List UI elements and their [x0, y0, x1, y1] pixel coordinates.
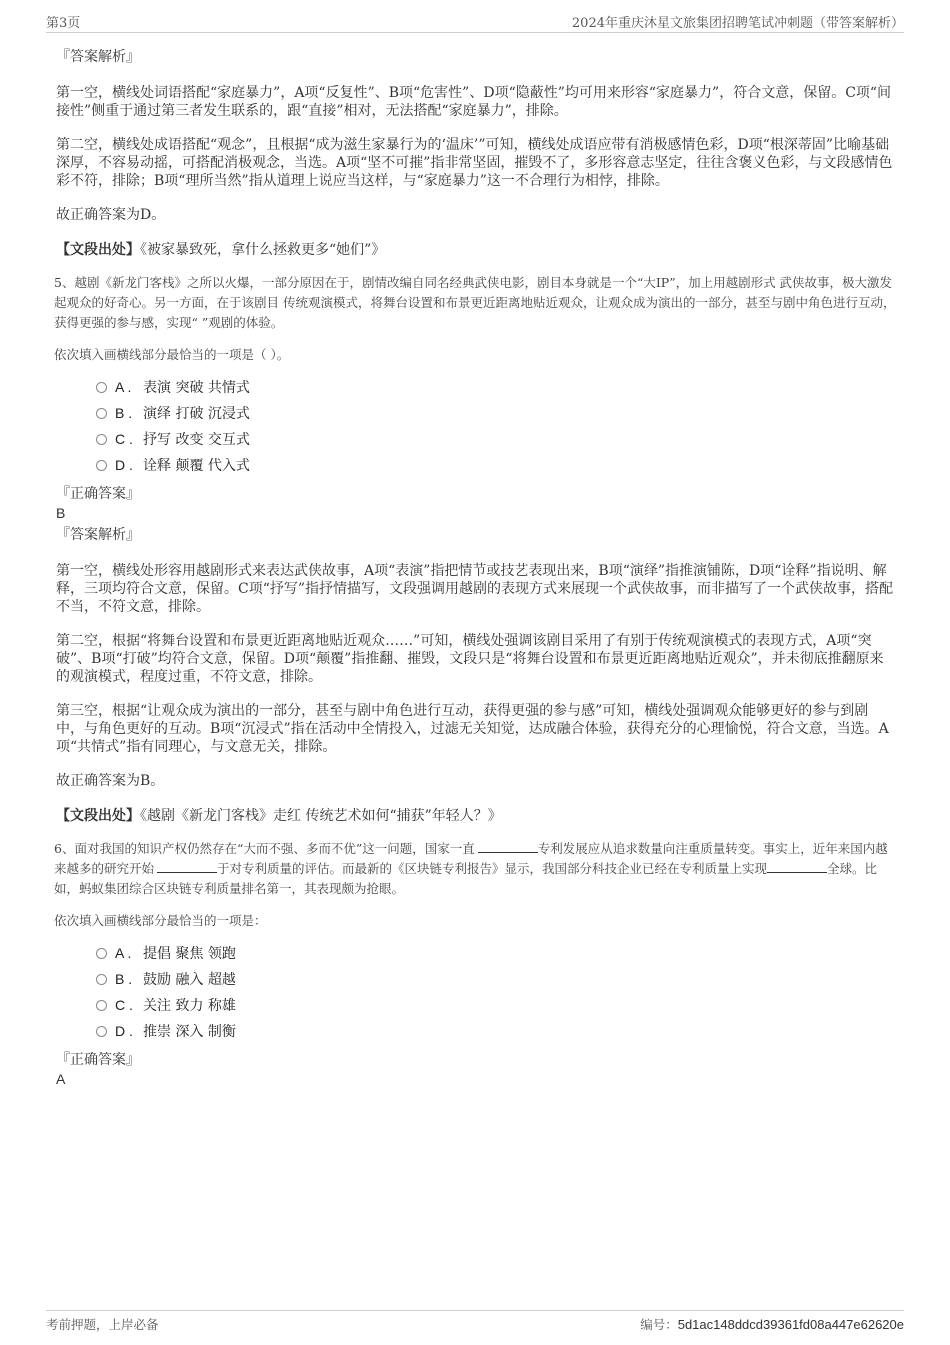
page-number: 第3页 — [46, 16, 81, 31]
question-stem: 6、面对我国的知识产权仍然存在“大而不强、多而不优”这一问题，国家一直 专利发展应从追求数量向注重质量转变。事实上，近年来国内越来越多的研究开始 于对专利质量的评估。而最新的《区块链专利报告》显示，我国部分科技企业已经在专利质量上实现 全球。比如，蚂蚁集团综合区块链专利质量排名第一，其表现颇为抢眼。 — [54, 841, 888, 896]
analysis-heading: 『答案解析』 — [56, 527, 140, 543]
analysis-heading: 『答案解析』 — [56, 49, 140, 65]
correct-answer: A — [56, 1071, 66, 1087]
option-a[interactable]: A . 提倡 聚焦 领跑 — [96, 940, 896, 966]
source-line — [56, 241, 896, 259]
page-content — [56, 40, 896, 1088]
source-label: 【文段出处】 — [56, 242, 140, 258]
source-label: 【文段出处】 — [56, 808, 140, 824]
option-c[interactable]: C . 抒写 改变 交互式 — [96, 426, 896, 452]
blank-line — [478, 839, 538, 853]
analysis-paragraph: 第二空，横线处成语搭配“观念”，且根据“成为滋生家暴行为的‘温床’”可知，横线处成语应带有消极感情色彩，D项“根深蒂固”比喻基础深厚，不容易动摇，可搭配消极观念，当选。A项“坚不可摧”指非常坚固，摧毁不了，多形容意志坚定，往往含褒义色彩，与文段感情色彩不符，排除；B项“理所当然”指从道理上说应当这样，与“家庭暴力”这一不合理行为相悖，排除。 — [56, 137, 893, 189]
radio-icon[interactable] — [96, 974, 107, 985]
question-stem: 5、越剧《新龙门客栈》之所以火爆，一部分原因在于，剧情改编自同名经典武侠电影，剧目本身就是一个“大IP”，加上用越剧形式 武侠故事，极大激发起观众的好奇心。另一方面，在于该剧目 传统观演模式，将舞台设置和布景更近距离地贴近观众，让观众成为演出的一部分，甚至与剧中角色进行互动，获得更强的参与感，实现“ ”观剧的体验。 — [54, 275, 896, 330]
footer-slogan: 考前押题，上岸必备 — [46, 1317, 159, 1332]
options-list — [96, 374, 896, 478]
question-prompt: 依次填入画横线部分最恰当的一项是（ ）。 — [54, 347, 290, 362]
radio-icon[interactable] — [96, 1026, 107, 1037]
page-footer — [46, 1310, 904, 1337]
radio-icon[interactable] — [96, 382, 107, 393]
option-c[interactable]: C . 关注 致力 称雄 — [96, 992, 896, 1018]
analysis-paragraph: 第二空，根据“将舞台设置和布景更近距离地贴近观众……”可知，横线处强调该剧目采用了有别于传统观演模式的表现方式，A项“突破”、B项“打破”均符合文意，保留。D项“颠覆”指推翻、摧毁，文段只是“将舞台设置和布景更近距离地贴近观众”，并未彻底推翻原来的观演模式，程度过重，不符文意，排除。 — [56, 633, 884, 685]
source-title: 《被家暴致死，拿什么拯救更多“她们”》 — [140, 242, 386, 258]
blank-line — [157, 859, 217, 873]
option-d[interactable]: D . 推崇 深入 制衡 — [96, 1018, 896, 1044]
analysis-conclusion: 故正确答案为B。 — [56, 773, 165, 789]
analysis-paragraph: 第一空，横线处词语搭配“家庭暴力”，A项“反复性”、B项“危害性”、D项“隐蔽性”均可用来形容“家庭暴力”，符合文意，保留。C项“间接性”侧重于通过第三者发生联系的，跟“直接”相对，无法搭配“家庭暴力”，排除。 — [56, 85, 892, 119]
analysis-paragraph: 第一空，横线处形容用越剧形式来表达武侠故事，A项“表演”指把情节或技艺表现出来，B项“演绎”指推演铺陈，D项“诠释”指说明、解释，三项均符合文意，保留。C项“抒写”指抒情描写，文段强调用越剧的表现方式来展现一个武侠故事，而非描写了一个武侠故事，搭配不当，不符文意，排除。 — [56, 563, 894, 615]
option-b[interactable]: B . 演绎 打破 沉浸式 — [96, 400, 896, 426]
radio-icon[interactable] — [96, 948, 107, 959]
question-prompt: 依次填入画横线部分最恰当的一项是： — [54, 913, 267, 928]
document-code: 编号：5d1ac148ddcd39361fd08a447e62620e — [640, 1317, 904, 1332]
correct-answer-heading: 『正确答案』 — [56, 1052, 140, 1068]
options-list — [96, 940, 896, 1044]
radio-icon[interactable] — [96, 434, 107, 445]
radio-icon[interactable] — [96, 408, 107, 419]
source-line — [56, 807, 896, 825]
source-title: 《越剧《新龙门客栈》走红 传统艺术如何“捕获”年轻人？》 — [140, 808, 502, 824]
page-header — [46, 12, 904, 33]
analysis-paragraph: 第三空，根据“让观众成为演出的一部分，甚至与剧中角色进行互动，获得更强的参与感”可知，横线处强调观众能够更好的参与到剧中，与角色更好的互动。B项“沉浸式”指在活动中全情投入，过滤无关知觉，达成融合体验，获得充分的心理愉悦，符合文意，当选。A项“共情式”指有同理心，与文意无关，排除。 — [56, 703, 889, 755]
option-d[interactable]: D . 诠释 颠覆 代入式 — [96, 452, 896, 478]
document-title: 2024年重庆沐星文旅集团招聘笔试冲刺题（带答案解析） — [571, 16, 904, 31]
radio-icon[interactable] — [96, 1000, 107, 1011]
analysis-conclusion: 故正确答案为D。 — [56, 207, 166, 223]
correct-answer: B — [56, 505, 66, 521]
radio-icon[interactable] — [96, 460, 107, 471]
option-a[interactable]: A . 表演 突破 共情式 — [96, 374, 896, 400]
correct-answer-heading: 『正确答案』 — [56, 486, 140, 502]
blank-line — [767, 859, 827, 873]
option-b[interactable]: B . 鼓励 融入 超越 — [96, 966, 896, 992]
